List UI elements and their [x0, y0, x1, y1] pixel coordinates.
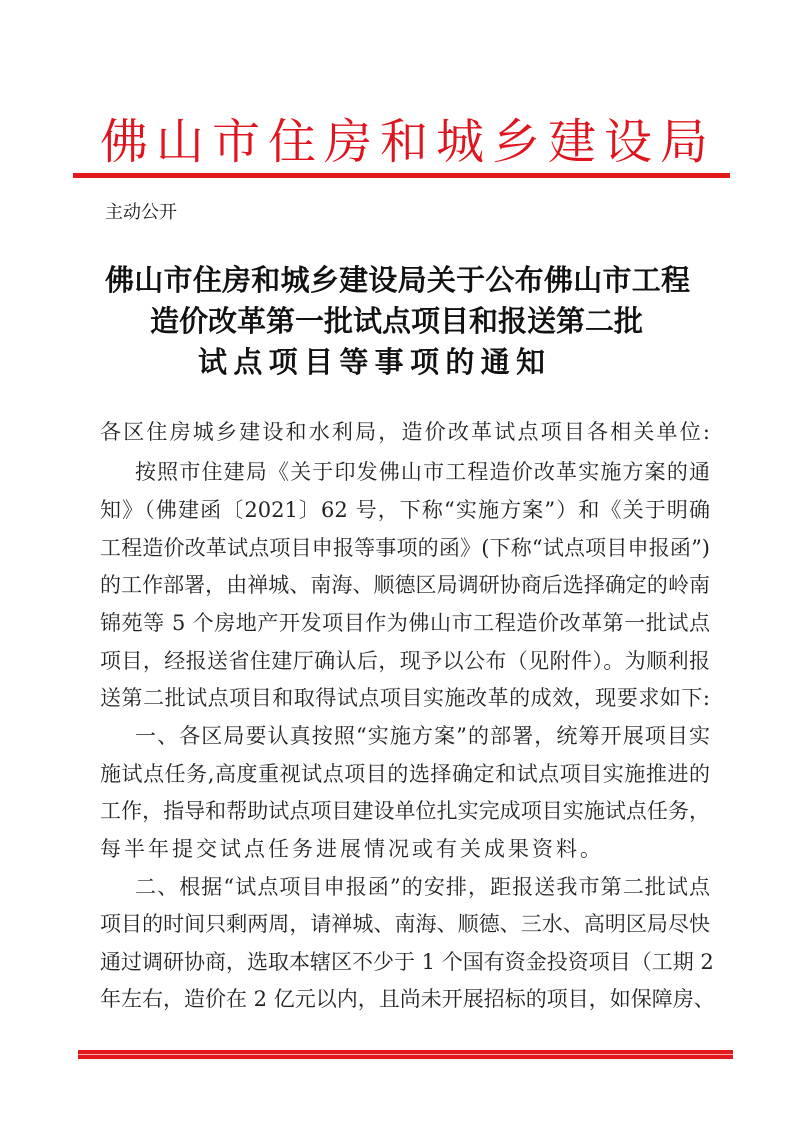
body-line: 工程造价改革试点项目申报等事项的函》(下称“试点项目申报函”): [100, 536, 710, 560]
body-line: 送第二批试点项目和取得试点项目实施改革的成效，现要求如下:: [100, 686, 710, 710]
body-line: 每半年提交试点任务进展情况或有关成果资料。: [100, 837, 604, 861]
footer-red-rule: [78, 1050, 733, 1059]
body-line: 通过调研协商，选取本辖区不少于 1 个国有资金投资项目（工期 2: [100, 950, 714, 974]
body-line: 一、各区局要认真按照“实施方案”的部署，统筹开展项目实: [135, 724, 710, 748]
salutation: 各区住房城乡建设和水利局，造价改革试点项目各相关单位:: [100, 420, 710, 444]
body-line: 的工作部署，由禅城、南海、顺德区局调研协商后选择确定的岭南: [100, 573, 710, 597]
body-line: 锦苑等 5 个房地产开发项目作为佛山市工程造价改革第一批试点: [100, 611, 710, 635]
body-line: 二、根据“试点项目申报函”的安排，距报送我市第二批试点: [135, 875, 710, 899]
letterhead-red-rule: [73, 173, 730, 178]
disclosure-label: 主动公开: [105, 202, 177, 223]
body-line: 施试点任务,高度重视试点项目的选择确定和试点项目实施推进的: [100, 762, 710, 786]
document-title-line: 试点项目等事项的通知: [198, 345, 545, 379]
document-title-line: 造价改革第一批试点项目和报送第二批: [150, 304, 644, 338]
body-line: 项目，经报送省住建厅确认后，现予以公布（见附件）。为顺利报: [100, 649, 710, 673]
body-line: 工作，指导和帮助试点项目建设单位扎实完成项目实施试点任务，: [100, 799, 710, 823]
body-line: 年左右，造价在 2 亿元以内，且尚未开展招标的项目，如保障房、: [100, 987, 715, 1011]
document-title-line: 佛山市住房和城乡建设局关于公布佛山市工程: [105, 263, 690, 297]
body-line: 按照市住建局《关于印发佛山市工程造价改革实施方案的通: [135, 460, 710, 484]
issuing-organization-letterhead: 佛山市住房和城乡建设局: [100, 114, 717, 170]
body-line: 项目的时间只剩两周，请禅城、南海、顺德、三水、高明区局尽快: [100, 912, 710, 936]
body-line: 知》（佛建函〔2021〕62 号，下称“实施方案”）和《关于明确: [100, 498, 710, 522]
